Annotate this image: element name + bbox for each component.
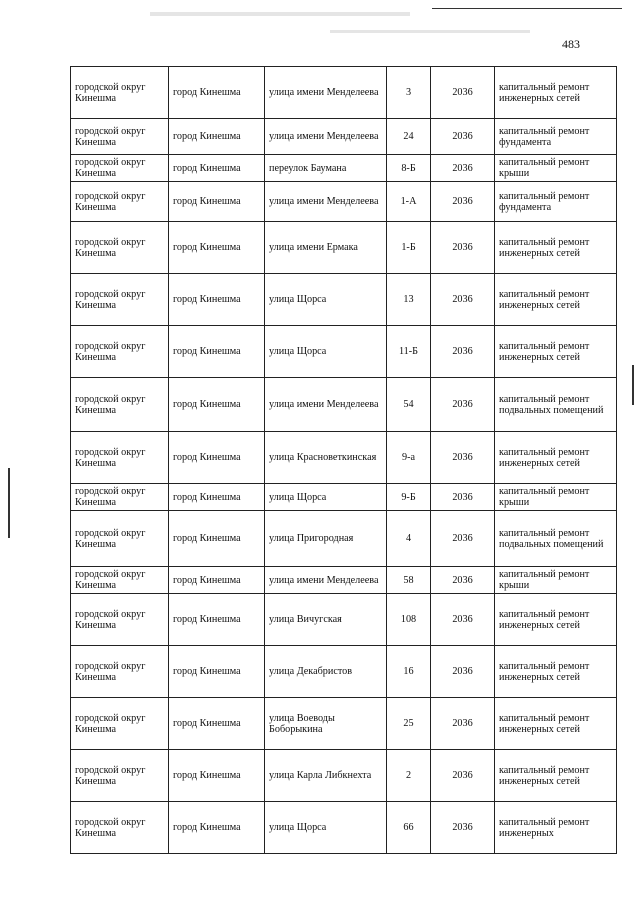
cell-year: 2036 xyxy=(431,750,495,802)
cell-street: улица имени Менделеева xyxy=(265,119,387,155)
cell-street: улица Декабристов xyxy=(265,646,387,698)
cell-year: 2036 xyxy=(431,222,495,274)
cell-okrug: городской округ Кинешма xyxy=(71,274,169,326)
cell-year: 2036 xyxy=(431,119,495,155)
cell-work: капитальный ремонт крыши xyxy=(495,567,617,594)
cell-okrug: городской округ Кинешма xyxy=(71,326,169,378)
cell-street: улица Карла Либкнехта xyxy=(265,750,387,802)
left-margin-mark xyxy=(8,468,10,538)
cell-okrug: городской округ Кинешма xyxy=(71,484,169,511)
cell-street: улица Щорса xyxy=(265,326,387,378)
cell-house: 4 xyxy=(387,511,431,567)
scan-artifact-top-right xyxy=(330,30,530,33)
cell-okrug: городской округ Кинешма xyxy=(71,432,169,484)
cell-house: 1-А xyxy=(387,182,431,222)
cell-street: улица Красноветкинская xyxy=(265,432,387,484)
cell-okrug: городской округ Кинешма xyxy=(71,698,169,750)
cell-year: 2036 xyxy=(431,155,495,182)
cell-house: 9-Б xyxy=(387,484,431,511)
cell-house: 25 xyxy=(387,698,431,750)
cell-okrug: городской округ Кинешма xyxy=(71,67,169,119)
cell-city: город Кинешма xyxy=(169,646,265,698)
cell-city: город Кинешма xyxy=(169,67,265,119)
cell-street: улица Щорса xyxy=(265,484,387,511)
cell-house: 54 xyxy=(387,378,431,432)
cell-house: 8-Б xyxy=(387,155,431,182)
cell-city: город Кинешма xyxy=(169,594,265,646)
cell-work: капитальный ремонт подвальных помещений xyxy=(495,511,617,567)
cell-okrug: городской округ Кинешма xyxy=(71,511,169,567)
cell-year: 2036 xyxy=(431,432,495,484)
cell-year: 2036 xyxy=(431,802,495,854)
table-row xyxy=(71,378,617,432)
cell-city: город Кинешма xyxy=(169,567,265,594)
cell-work: капитальный ремонт инженерных сетей xyxy=(495,432,617,484)
cell-city: город Кинешма xyxy=(169,119,265,155)
table-row xyxy=(71,119,617,155)
cell-okrug: городской округ Кинешма xyxy=(71,567,169,594)
cell-year: 2036 xyxy=(431,67,495,119)
cell-work: капитальный ремонт инженерных сетей xyxy=(495,646,617,698)
table-row xyxy=(71,155,617,182)
cell-year: 2036 xyxy=(431,698,495,750)
cell-city: город Кинешма xyxy=(169,802,265,854)
cell-work: капитальный ремонт инженерных сетей xyxy=(495,750,617,802)
table-row xyxy=(71,222,617,274)
cell-city: город Кинешма xyxy=(169,432,265,484)
cell-street: улица имени Ермака xyxy=(265,222,387,274)
housing-repair-table xyxy=(70,66,617,854)
table-row xyxy=(71,646,617,698)
cell-city: город Кинешма xyxy=(169,484,265,511)
cell-house: 9-а xyxy=(387,432,431,484)
right-margin-mark xyxy=(632,365,634,405)
cell-year: 2036 xyxy=(431,326,495,378)
cell-street: улица Воеводы Боборыкина xyxy=(265,698,387,750)
cell-work: капитальный ремонт инженерных сетей xyxy=(495,274,617,326)
table-row xyxy=(71,567,617,594)
table-row xyxy=(71,67,617,119)
table-row xyxy=(71,511,617,567)
page-number: 483 xyxy=(562,37,580,51)
cell-year: 2036 xyxy=(431,484,495,511)
table-row xyxy=(71,750,617,802)
table-row xyxy=(71,802,617,854)
cell-city: город Кинешма xyxy=(169,378,265,432)
table-row xyxy=(71,698,617,750)
cell-house: 2 xyxy=(387,750,431,802)
cell-city: город Кинешма xyxy=(169,155,265,182)
cell-year: 2036 xyxy=(431,274,495,326)
cell-work: капитальный ремонт крыши xyxy=(495,484,617,511)
cell-okrug: городской округ Кинешма xyxy=(71,594,169,646)
cell-house: 58 xyxy=(387,567,431,594)
cell-city: город Кинешма xyxy=(169,222,265,274)
cell-city: город Кинешма xyxy=(169,326,265,378)
cell-street: переулок Баумана xyxy=(265,155,387,182)
table-row xyxy=(71,326,617,378)
cell-street: улица Щорса xyxy=(265,802,387,854)
table-row xyxy=(71,182,617,222)
table-row xyxy=(71,274,617,326)
cell-year: 2036 xyxy=(431,378,495,432)
cell-work: капитальный ремонт инженерных сетей xyxy=(495,222,617,274)
cell-house: 1-Б xyxy=(387,222,431,274)
cell-work: капитальный ремонт фундамента xyxy=(495,119,617,155)
cell-street: улица Пригородная xyxy=(265,511,387,567)
cell-city: город Кинешма xyxy=(169,698,265,750)
cell-okrug: городской округ Кинешма xyxy=(71,750,169,802)
cell-year: 2036 xyxy=(431,594,495,646)
cell-work: капитальный ремонт крыши xyxy=(495,155,617,182)
cell-house: 16 xyxy=(387,646,431,698)
table-row xyxy=(71,484,617,511)
cell-street: улица Вичугская xyxy=(265,594,387,646)
cell-work: капитальный ремонт фундамента xyxy=(495,182,617,222)
cell-work: капитальный ремонт инженерных сетей xyxy=(495,594,617,646)
cell-house: 3 xyxy=(387,67,431,119)
cell-okrug: городской округ Кинешма xyxy=(71,119,169,155)
cell-year: 2036 xyxy=(431,182,495,222)
cell-city: город Кинешма xyxy=(169,274,265,326)
cell-house: 24 xyxy=(387,119,431,155)
cell-okrug: городской округ Кинешма xyxy=(71,646,169,698)
cell-work: капитальный ремонт инженерных сетей xyxy=(495,326,617,378)
cell-city: город Кинешма xyxy=(169,750,265,802)
cell-house: 11-Б xyxy=(387,326,431,378)
cell-city: город Кинешма xyxy=(169,511,265,567)
table-row xyxy=(71,594,617,646)
cell-house: 66 xyxy=(387,802,431,854)
cell-okrug: городской округ Кинешма xyxy=(71,155,169,182)
cell-house: 13 xyxy=(387,274,431,326)
cell-year: 2036 xyxy=(431,567,495,594)
table-row xyxy=(71,432,617,484)
cell-house: 108 xyxy=(387,594,431,646)
cell-work: капитальный ремонт инженерных xyxy=(495,802,617,854)
cell-street: улица имени Менделеева xyxy=(265,182,387,222)
cell-city: город Кинешма xyxy=(169,182,265,222)
scan-artifact-top xyxy=(150,12,410,16)
cell-okrug: городской округ Кинешма xyxy=(71,802,169,854)
cell-street: улица имени Менделеева xyxy=(265,378,387,432)
cell-work: капитальный ремонт инженерных сетей xyxy=(495,698,617,750)
cell-work: капитальный ремонт инженерных сетей xyxy=(495,67,617,119)
cell-year: 2036 xyxy=(431,511,495,567)
cell-street: улица имени Менделеева xyxy=(265,567,387,594)
cell-street: улица имени Менделеева xyxy=(265,67,387,119)
cell-work: капитальный ремонт подвальных помещений xyxy=(495,378,617,432)
page-corner-line xyxy=(432,8,622,9)
cell-okrug: городской округ Кинешма xyxy=(71,182,169,222)
cell-okrug: городской округ Кинешма xyxy=(71,378,169,432)
cell-year: 2036 xyxy=(431,646,495,698)
cell-street: улица Щорса xyxy=(265,274,387,326)
cell-okrug: городской округ Кинешма xyxy=(71,222,169,274)
